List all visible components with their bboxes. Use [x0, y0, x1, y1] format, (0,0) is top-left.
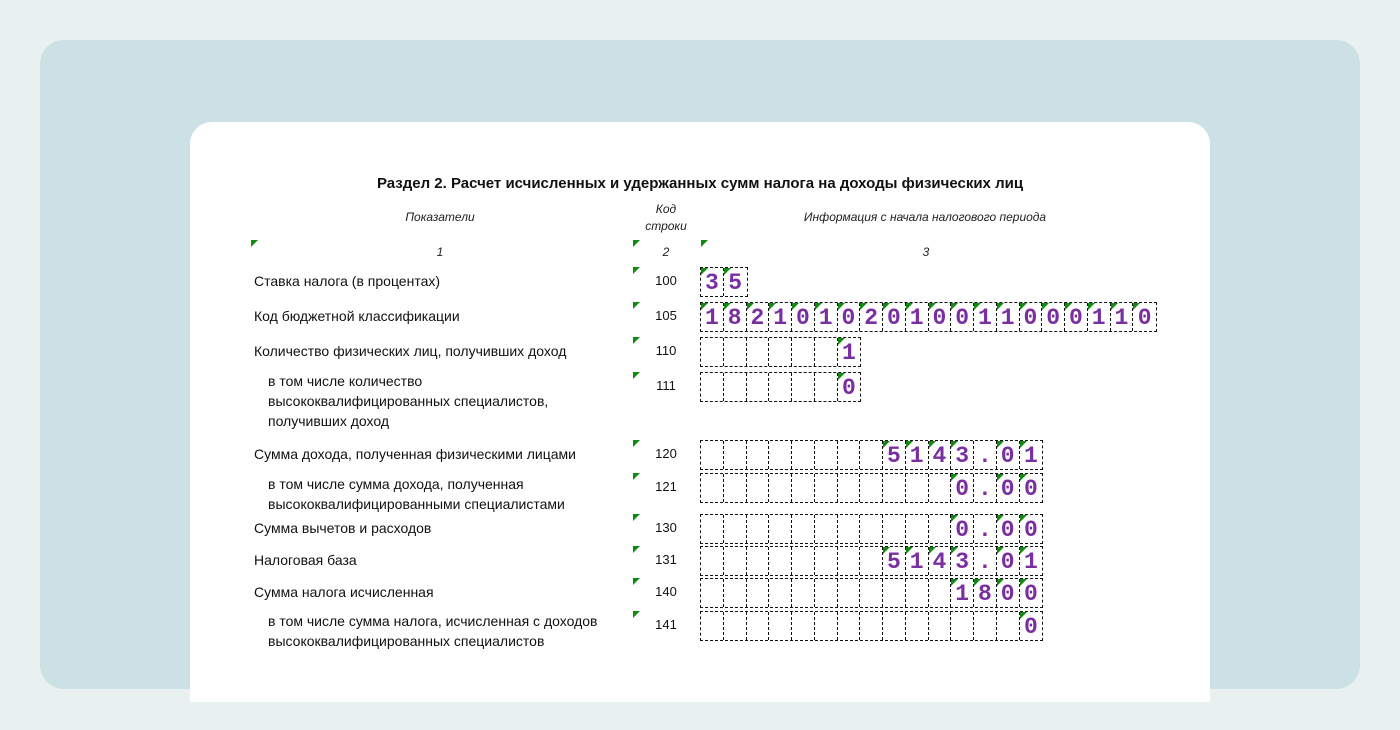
marker-icon	[860, 303, 867, 310]
value-cell[interactable]	[838, 373, 861, 401]
cell-char: 5	[886, 549, 901, 575]
line-code: 120	[655, 446, 677, 461]
value-cells[interactable]	[700, 267, 748, 297]
value-cell[interactable]	[974, 303, 997, 331]
row-label: Количество физических лиц, получивших доход	[254, 343, 567, 359]
value-cell[interactable]	[701, 612, 724, 640]
cell-char: 0	[1137, 305, 1152, 331]
value-cell[interactable]	[906, 515, 929, 543]
value-cell[interactable]	[815, 373, 838, 401]
marker-icon	[906, 547, 913, 554]
marker-icon	[1020, 474, 1027, 481]
cell-char: .	[977, 517, 992, 543]
line-code: 121	[655, 479, 677, 494]
marker-icon	[883, 547, 890, 554]
value-cells[interactable]	[700, 611, 1043, 641]
marker-icon	[838, 303, 845, 310]
marker-icon	[633, 337, 640, 344]
marker-icon	[951, 303, 958, 310]
line-code: 111	[656, 378, 676, 393]
value-cell[interactable]	[792, 547, 815, 575]
marker-icon	[929, 441, 936, 448]
value-cell[interactable]	[951, 547, 974, 575]
value-cells[interactable]	[700, 578, 1043, 608]
value-cell[interactable]	[701, 338, 724, 366]
value-cell[interactable]	[951, 515, 974, 543]
value-cell[interactable]	[860, 441, 883, 469]
value-cell[interactable]	[747, 474, 770, 502]
cell-char: 1	[909, 305, 924, 331]
value-cell[interactable]	[815, 338, 838, 366]
marker-icon	[1088, 303, 1095, 310]
marker-icon	[769, 303, 776, 310]
cell-char: 2	[750, 305, 765, 331]
value-cell[interactable]	[815, 515, 838, 543]
value-cell[interactable]	[747, 547, 770, 575]
cell-char: 1	[773, 305, 788, 331]
marker-icon	[951, 441, 958, 448]
value-cell[interactable]	[883, 441, 906, 469]
value-cell[interactable]	[701, 441, 724, 469]
marker-icon	[1133, 303, 1140, 310]
marker-icon	[951, 547, 958, 554]
value-cell[interactable]	[701, 515, 724, 543]
marker-icon	[1065, 303, 1072, 310]
value-cell[interactable]	[701, 303, 724, 331]
value-cell[interactable]	[906, 547, 929, 575]
line-code: 100	[655, 273, 677, 288]
section-title: Раздел 2. Расчет исчисленных и удержанных сумм налога на доходы физических лиц	[376, 175, 1024, 192]
value-cell[interactable]	[747, 338, 770, 366]
header-num-2: 2	[662, 245, 670, 259]
value-cell[interactable]	[883, 547, 906, 575]
marker-icon	[997, 579, 1004, 586]
cell-char: 0	[795, 305, 810, 331]
value-cell[interactable]	[906, 579, 929, 607]
marker-icon	[633, 372, 640, 379]
value-cell[interactable]	[792, 303, 815, 331]
row-label: в том числе сумма дохода, полученная высококвалифицированными специалистами	[268, 476, 565, 512]
value-cell[interactable]	[701, 373, 724, 401]
line-code: 105	[655, 308, 677, 323]
marker-icon	[997, 547, 1004, 554]
value-cell[interactable]	[883, 515, 906, 543]
marker-icon	[633, 302, 640, 309]
value-cell[interactable]	[838, 338, 861, 366]
marker-icon	[633, 514, 640, 521]
value-cell[interactable]	[769, 547, 792, 575]
value-cell[interactable]	[883, 612, 906, 640]
cell-char: .	[977, 549, 992, 575]
marker-icon	[251, 240, 258, 247]
marker-icon	[1042, 303, 1049, 310]
value-cell[interactable]	[929, 547, 952, 575]
value-cell[interactable]	[883, 579, 906, 607]
row-label: Сумма дохода, полученная физическими лицами	[254, 446, 576, 462]
value-cell[interactable]	[792, 338, 815, 366]
value-cell[interactable]	[997, 579, 1020, 607]
value-cell[interactable]	[724, 579, 747, 607]
marker-icon	[974, 579, 981, 586]
value-cells[interactable]	[700, 302, 1157, 332]
value-cells[interactable]	[700, 514, 1043, 544]
cell-char: 2	[864, 305, 879, 331]
value-cell[interactable]	[860, 579, 883, 607]
marker-icon	[701, 240, 708, 247]
value-cell[interactable]	[974, 612, 997, 640]
value-cell[interactable]	[724, 303, 747, 331]
value-cell[interactable]	[815, 579, 838, 607]
cell-char: 1	[818, 305, 833, 331]
value-cell[interactable]	[929, 441, 952, 469]
cell-char: 0	[1000, 443, 1015, 469]
row-label: Налоговая база	[254, 552, 357, 568]
marker-icon	[701, 303, 708, 310]
cell-char: 1	[1000, 305, 1015, 331]
value-cell[interactable]	[769, 441, 792, 469]
value-cell[interactable]	[974, 547, 997, 575]
cell-char: 1	[955, 581, 970, 607]
marker-icon	[951, 474, 958, 481]
value-cell[interactable]	[724, 373, 747, 401]
marker-icon	[724, 303, 731, 310]
value-cell[interactable]	[792, 441, 815, 469]
value-cell[interactable]	[929, 474, 952, 502]
value-cell[interactable]	[997, 515, 1020, 543]
value-cell[interactable]	[838, 547, 861, 575]
marker-icon	[929, 547, 936, 554]
cell-char: 0	[1000, 549, 1015, 575]
marker-icon	[906, 303, 913, 310]
marker-icon	[633, 440, 640, 447]
cell-char: 0	[841, 305, 856, 331]
value-cell[interactable]	[769, 303, 792, 331]
value-cell[interactable]	[792, 474, 815, 502]
row-label: Сумма налога исчисленная	[254, 584, 434, 600]
marker-icon	[633, 267, 640, 274]
marker-icon	[838, 373, 845, 380]
cell-char: 0	[1000, 581, 1015, 607]
value-cell[interactable]	[1020, 441, 1043, 469]
marker-icon	[974, 303, 981, 310]
cell-char: 8	[727, 305, 742, 331]
marker-icon	[633, 240, 640, 247]
marker-icon	[815, 303, 822, 310]
value-cell[interactable]	[724, 547, 747, 575]
line-code: 130	[655, 520, 677, 535]
value-cell[interactable]	[860, 515, 883, 543]
value-cell[interactable]	[747, 373, 770, 401]
value-cells[interactable]	[700, 546, 1043, 576]
cell-char: 4	[932, 443, 947, 469]
value-cell[interactable]	[701, 474, 724, 502]
value-cell[interactable]	[997, 612, 1020, 640]
line-code: 141	[655, 617, 677, 632]
cell-char: 5	[886, 443, 901, 469]
value-cell[interactable]	[997, 303, 1020, 331]
cell-char: 0	[1023, 517, 1038, 543]
marker-icon	[1020, 547, 1027, 554]
marker-icon	[792, 303, 799, 310]
value-cell[interactable]	[769, 373, 792, 401]
marker-icon	[1111, 303, 1118, 310]
row-label: в том числе сумма налога, исчисленная с доходов высококвалифицированных специалистов	[268, 613, 598, 649]
value-cell[interactable]	[1088, 303, 1111, 331]
cell-char: .	[977, 476, 992, 502]
value-cell[interactable]	[929, 612, 952, 640]
value-cell[interactable]	[929, 515, 952, 543]
value-cell[interactable]	[769, 474, 792, 502]
marker-icon	[997, 474, 1004, 481]
value-cell[interactable]	[724, 515, 747, 543]
row-label: в том числе количество высококвалифицированных специалистов, получивших доход	[268, 373, 549, 429]
value-cell[interactable]	[860, 612, 883, 640]
marker-icon	[951, 515, 958, 522]
value-cell[interactable]	[860, 474, 883, 502]
cell-char: 0	[1000, 476, 1015, 502]
value-cell[interactable]	[860, 547, 883, 575]
value-cell[interactable]	[1020, 579, 1043, 607]
value-cell[interactable]	[906, 303, 929, 331]
value-cell[interactable]	[951, 579, 974, 607]
value-cells[interactable]	[700, 372, 861, 402]
marker-icon	[997, 441, 1004, 448]
line-code: 131	[655, 552, 677, 567]
value-cell[interactable]	[838, 579, 861, 607]
cell-char: 1	[841, 340, 856, 366]
marker-icon	[724, 268, 731, 275]
cell-char: .	[977, 443, 992, 469]
cell-char: 1	[1023, 443, 1038, 469]
cell-char: 0	[1000, 517, 1015, 543]
marker-icon	[997, 303, 1004, 310]
value-cell[interactable]	[1020, 612, 1043, 640]
cell-char: 0	[1068, 305, 1083, 331]
marker-icon	[633, 473, 640, 480]
marker-icon	[1020, 303, 1027, 310]
cell-char: 1	[909, 443, 924, 469]
value-cell[interactable]	[1020, 474, 1043, 502]
marker-icon	[633, 611, 640, 618]
value-cell[interactable]	[792, 373, 815, 401]
cell-char: 0	[1023, 476, 1038, 502]
marker-icon	[997, 515, 1004, 522]
marker-icon	[633, 546, 640, 553]
value-cell[interactable]	[747, 612, 770, 640]
value-cell[interactable]	[747, 441, 770, 469]
cell-char: 1	[1023, 549, 1038, 575]
line-code: 140	[655, 584, 677, 599]
value-cell[interactable]	[929, 303, 952, 331]
marker-icon	[906, 441, 913, 448]
cell-char: 0	[1023, 581, 1038, 607]
marker-icon	[1020, 612, 1027, 619]
value-cell[interactable]	[997, 547, 1020, 575]
value-cell[interactable]	[815, 474, 838, 502]
value-cell[interactable]	[724, 474, 747, 502]
value-cell[interactable]	[792, 612, 815, 640]
value-cell[interactable]	[997, 441, 1020, 469]
value-cells[interactable]	[700, 473, 1043, 503]
value-cell[interactable]	[1020, 515, 1043, 543]
cell-char: 0	[955, 305, 970, 331]
cell-char: 1	[1091, 305, 1106, 331]
value-cell[interactable]	[929, 579, 952, 607]
value-cell[interactable]	[906, 474, 929, 502]
marker-icon	[951, 579, 958, 586]
value-cell[interactable]	[860, 303, 883, 331]
header-num-3: 3	[922, 245, 930, 259]
value-cell[interactable]	[724, 441, 747, 469]
value-cell[interactable]	[701, 547, 724, 575]
value-cell[interactable]	[974, 474, 997, 502]
cell-char: 3	[704, 270, 719, 296]
value-cell[interactable]	[701, 268, 724, 296]
row-label: Ставка налога (в процентах)	[254, 273, 441, 289]
header-num-1: 1	[436, 245, 444, 259]
value-cell[interactable]	[997, 474, 1020, 502]
value-cell[interactable]	[974, 441, 997, 469]
marker-icon	[747, 303, 754, 310]
value-cell[interactable]	[838, 612, 861, 640]
cell-char: 0	[932, 305, 947, 331]
value-cell[interactable]	[724, 612, 747, 640]
value-cell[interactable]	[974, 515, 997, 543]
value-cell[interactable]	[815, 303, 838, 331]
value-cell[interactable]	[951, 441, 974, 469]
cell-char: 1	[1114, 305, 1129, 331]
value-cell[interactable]	[769, 515, 792, 543]
header-indicators: Показатели	[405, 210, 475, 224]
value-cell[interactable]	[701, 579, 724, 607]
marker-icon	[883, 441, 890, 448]
value-cell[interactable]	[769, 612, 792, 640]
row-label: Сумма вычетов и расходов	[254, 520, 432, 536]
value-cells[interactable]	[700, 440, 1043, 470]
value-cell[interactable]	[1133, 303, 1156, 331]
value-cell[interactable]	[1065, 303, 1088, 331]
value-cell[interactable]	[724, 338, 747, 366]
marker-icon	[633, 578, 640, 585]
value-cell[interactable]	[974, 579, 997, 607]
value-cell[interactable]	[838, 515, 861, 543]
value-cell[interactable]	[883, 474, 906, 502]
cell-char: 0	[1046, 305, 1061, 331]
value-cell[interactable]	[792, 579, 815, 607]
marker-icon	[883, 303, 890, 310]
marker-icon	[1020, 579, 1027, 586]
cell-char: 1	[909, 549, 924, 575]
cell-char: 5	[728, 270, 743, 296]
value-cell[interactable]	[747, 515, 770, 543]
value-cell[interactable]	[792, 515, 815, 543]
value-cell[interactable]	[1020, 547, 1043, 575]
value-cell[interactable]	[1042, 303, 1065, 331]
marker-icon	[701, 268, 708, 275]
marker-icon	[1020, 441, 1027, 448]
value-cell[interactable]	[747, 303, 770, 331]
cell-char: 4	[932, 549, 947, 575]
value-cell[interactable]	[951, 474, 974, 502]
value-cell[interactable]	[1111, 303, 1134, 331]
value-cell[interactable]	[838, 303, 861, 331]
row-label: Код бюджетной классификации	[254, 308, 460, 324]
value-cell[interactable]	[951, 612, 974, 640]
cell-char: 0	[886, 305, 901, 331]
value-cell[interactable]	[747, 579, 770, 607]
cell-char: 3	[955, 549, 970, 575]
cell-char: 0	[841, 375, 856, 401]
value-cells[interactable]	[700, 337, 861, 367]
marker-icon	[929, 303, 936, 310]
marker-icon	[1020, 515, 1027, 522]
value-cell[interactable]	[906, 612, 929, 640]
cell-char: 1	[977, 305, 992, 331]
value-cell[interactable]	[815, 612, 838, 640]
cell-char: 1	[704, 305, 719, 331]
cell-char: 0	[955, 517, 970, 543]
value-cell[interactable]	[769, 338, 792, 366]
cell-char: 0	[1023, 614, 1038, 640]
value-cell[interactable]	[883, 303, 906, 331]
value-cell[interactable]	[951, 303, 974, 331]
value-cell[interactable]	[815, 441, 838, 469]
header-line-code: Код строки	[645, 202, 687, 233]
cell-char: 8	[977, 581, 992, 607]
value-cell[interactable]	[838, 441, 861, 469]
value-cell[interactable]	[906, 441, 929, 469]
value-cell[interactable]	[838, 474, 861, 502]
value-cell[interactable]	[1020, 303, 1043, 331]
cell-char: 0	[1023, 305, 1038, 331]
cell-char: 0	[955, 476, 970, 502]
marker-icon	[838, 338, 845, 345]
cell-char: 3	[955, 443, 970, 469]
value-cell[interactable]	[724, 268, 747, 296]
header-period-info: Информация с начала налогового периода	[803, 210, 1047, 224]
value-cell[interactable]	[815, 547, 838, 575]
value-cell[interactable]	[769, 579, 792, 607]
line-code: 110	[655, 343, 677, 358]
